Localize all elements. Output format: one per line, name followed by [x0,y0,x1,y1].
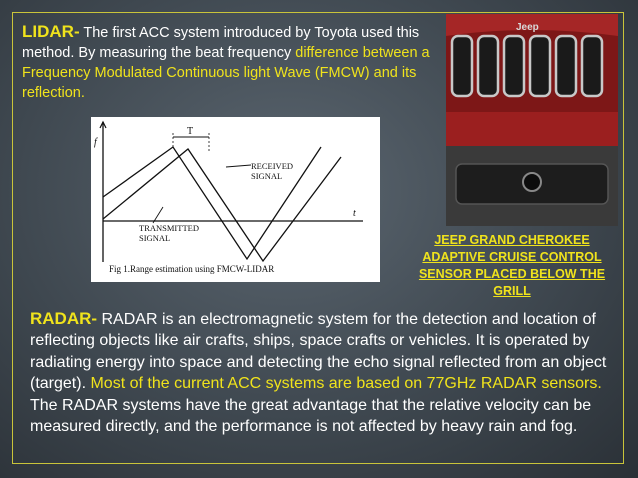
fmcw-diagram [91,117,380,282]
period-label: T [187,126,194,137]
received-label-1: RECEIVED [251,161,294,171]
jeep-badge: Jeep [516,22,539,33]
lidar-text: The first ACC system introduced by Toyota used this method. By measuring the beat frequency [22,25,420,61]
t-axis-label: t [353,208,356,219]
lidar-paragraph [22,22,442,103]
lidar-highlight: difference between a Frequency Modulated Continuous light Wave (FMCW) and its reflection. [22,45,430,101]
radar-highlight: Most of the current ACC systems are based on 77GHz RADAR sensors. [90,375,602,393]
radar-text-1: RADAR is an electromagnetic system for the detection and location of reflecting objects like air crafts, ships, space crafts or vehicles. It is operated by radiating energy into space and detecting the echo signal reflected from an object (target). [30,311,607,393]
transmitted-label-2: SIGNAL [139,233,171,243]
received-pointer [226,165,251,167]
received-label-2: SIGNAL [251,171,283,181]
radar-paragraph [30,308,610,437]
jeep-grille-illustration [446,14,618,226]
figure-caption: Fig 1.Range estimation using FMCW-LIDAR [109,264,275,274]
fmcw-lidar-figure [91,117,380,282]
transmitted-label-1: TRANSMITTED [139,223,199,233]
f-axis-label: f [94,137,97,148]
lidar-heading: LIDAR- [22,22,80,41]
photo-caption: JEEP GRAND CHEROKEE ADAPTIVE CRUISE CONTROL SENSOR PLACED BELOW THE GRILL [418,233,606,298]
radar-heading: RADAR- [30,309,98,328]
acc-sensor [523,173,541,191]
jeep-grille-photo [446,14,618,226]
radar-text-2: The RADAR systems have the great advantage that the relative velocity can be measured directly, and the performance is not affected by heavy rain and fog. [30,396,592,436]
received-signal-line [103,149,341,261]
